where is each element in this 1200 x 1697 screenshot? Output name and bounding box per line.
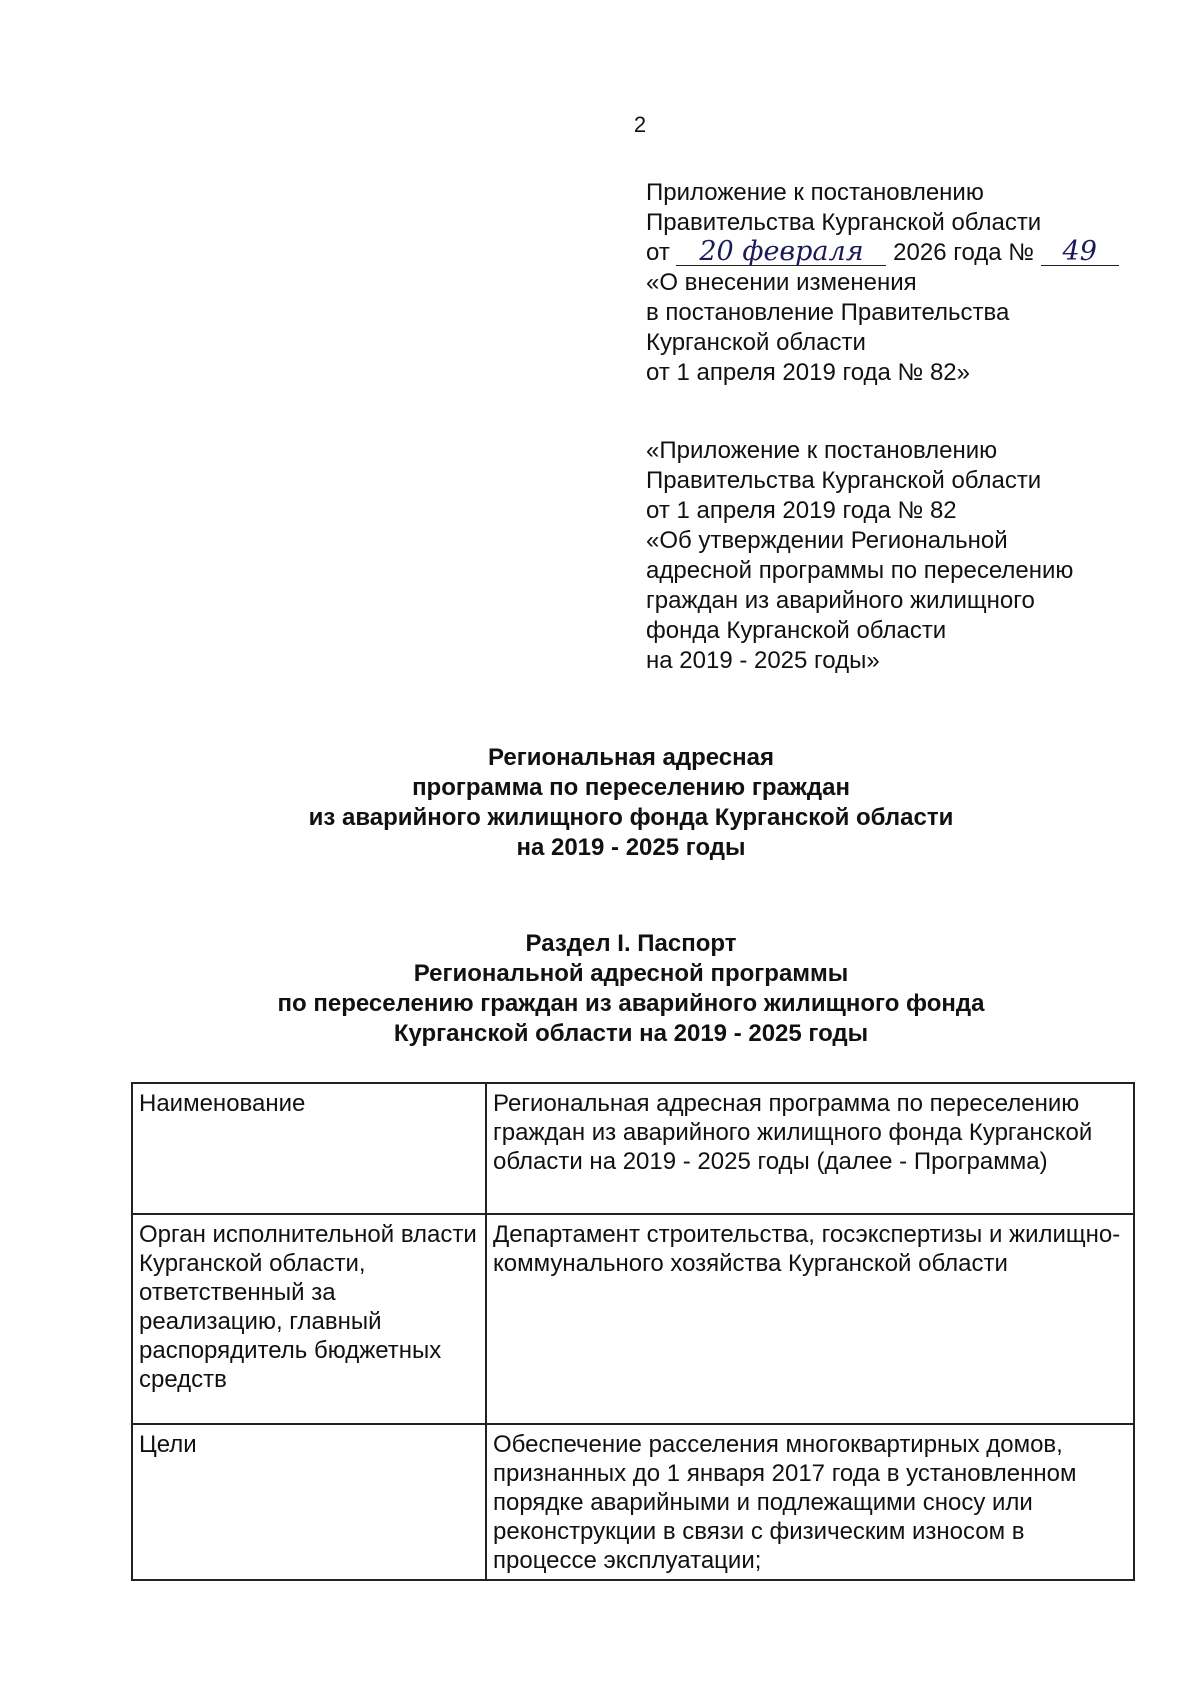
appendix-line: от 1 апреля 2019 года № 82» [646, 359, 970, 386]
title-line: Курганской области на 2019 - 2025 годы [393, 1020, 869, 1047]
appendix-date-line [646, 238, 1119, 268]
title-line: Региональной адресной программы [413, 960, 849, 987]
appendix-line: фонда Курганской области [646, 617, 947, 644]
program-title [0, 743, 1200, 863]
appendix-line: от 1 апреля 2019 года № 82 [646, 497, 957, 524]
row-value: Региональная адресная программа по переселению граждан из аварийного жилищного фонда Курганской области на 2019 - 2025 годы (далее - Программа) [486, 1083, 1134, 1214]
passport-table [131, 1082, 1135, 1581]
title-line: программа по переселению граждан [412, 774, 850, 801]
appendix-line: на 2019 - 2025 годы» [646, 647, 880, 674]
appendix-header-current [646, 178, 1119, 388]
title-line: по переселению граждан из аварийного жилищного фонда [277, 990, 985, 1017]
row-value: Департамент строительства, госэкспертизы и жилищно-коммунального хозяйства Курганской области [486, 1214, 1134, 1424]
section-title [0, 929, 1200, 1049]
title-line: Региональная адресная [488, 744, 774, 771]
appendix-line: «Приложение к постановлению [646, 437, 998, 464]
year-text: 2026 года № [893, 239, 1035, 266]
row-label: Наименование [132, 1083, 486, 1214]
handwritten-number: 49 [1041, 239, 1119, 266]
appendix-line: адресной программы по переселению [646, 557, 1074, 584]
title-line: из аварийного жилищного фонда Курганской области [308, 804, 954, 831]
appendix-header-original [646, 436, 1073, 676]
date-prefix: от [646, 239, 670, 266]
appendix-line: «О внесении изменения [646, 269, 917, 296]
row-value: Обеспечение расселения многоквартирных домов, признанных до 1 января 2017 года в установленном порядке аварийными и подлежащими сносу или реконструкции в связи с физическим износом в процессе эксплуатации; [486, 1424, 1134, 1580]
appendix-line: граждан из аварийного жилищного [646, 587, 1035, 614]
appendix-line: Приложение к постановлению [646, 179, 984, 206]
handwritten-date: 20 февраля [676, 239, 886, 266]
row-label: Орган исполнительной власти Курганской области, ответственный за реализацию, главный распорядитель бюджетных средств [132, 1214, 486, 1424]
appendix-line: Правительства Курганской области [646, 467, 1042, 494]
appendix-line: Правительства Курганской области [646, 209, 1042, 236]
appendix-line: Курганской области [646, 329, 866, 356]
title-line: на 2019 - 2025 годы [516, 834, 746, 861]
table-row [132, 1083, 1134, 1214]
appendix-line: «Об утверждении Региональной [646, 527, 1008, 554]
appendix-line: в постановление Правительства [646, 299, 1010, 326]
table-row [132, 1424, 1134, 1580]
title-line: Раздел I. Паспорт [525, 930, 737, 957]
page-number: 2 [633, 112, 647, 137]
row-label: Цели [132, 1424, 486, 1580]
table-row [132, 1214, 1134, 1424]
